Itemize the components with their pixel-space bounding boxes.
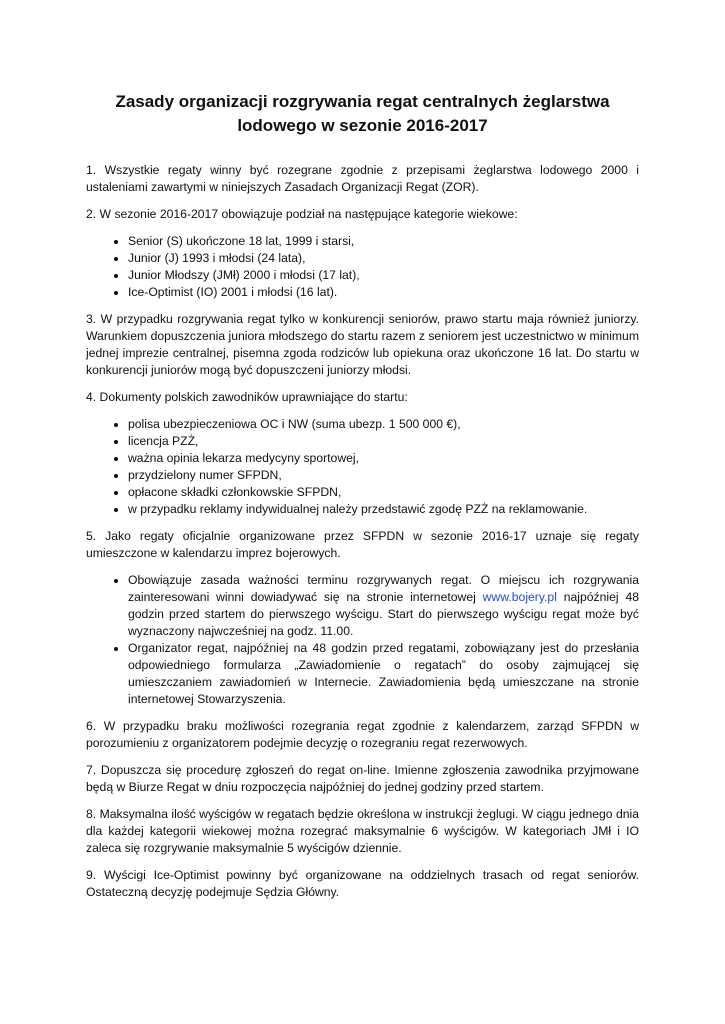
- paragraph-2: 2. W sezonie 2016-2017 obowiązuje podział na następujące kategorie wiekowe:: [86, 207, 518, 221]
- documents-list: [86, 416, 639, 518]
- list-item: • w przypadku reklamy indywidualnej należy przedstawić zgodę PZŻ na reklamowanie.: [128, 501, 639, 518]
- paragraph-8: 8. Maksymalna ilość wyścigów w regatach będzie określona w instrukcji żeglugi. W ciągu jednego dnia dla każdej kategorii wiekowej można rozegrać maksymalnie 6 wyścigów. W kategoriach JMł i IO zaleca się rozgrywanie maksymalnie 5 wyścigów dziennie.: [86, 807, 639, 855]
- list-item: • ważna opinia lekarza medycyny sportowej,: [128, 450, 639, 467]
- title-line-1: Zasady organizacji rozgrywania regat centralnych żeglarstwa: [115, 92, 610, 111]
- rule-1-text-before: Obowiązuje zasada ważności terminu rozgrywanych regat. O miejscu ich rozgrywania zainteresowani winni dowiadywać się na stronie internetowej: [128, 573, 639, 604]
- list-item: • polisa ubezpieczeniowa OC i NW (suma ubezp. 1 500 000 €),: [128, 416, 639, 433]
- paragraph-9: 9. Wyścigi Ice-Optimist powinny być organizowane na oddzielnych trasach od regat seniorów. Ostateczną decyzję podejmuje Sędzia Główny.: [86, 868, 639, 899]
- rule-1-text-after: najpóźniej 48 godzin przed startem do pierwszego wyścigu. Start do pierwszego wyścigu regat może być wyznaczony najwcześniej na godz. 11.00.: [128, 590, 640, 638]
- list-item: • Junior Młodszy (JMł) 2000 i młodsi (17 lat),: [128, 267, 639, 284]
- paragraph-6: 6. W przypadku braku możliwości rozegrania regat zgodnie z kalendarzem, zarząd SFPDN w porozumieniu z organizatorem podejmie decyzję o rozegraniu regat rezerwowych.: [86, 719, 639, 750]
- paragraph-1: 1. Wszystkie regaty winny być rozegrane zgodnie z przepisami żeglarstwa lodowego 2000 i ustaleniami zawartymi w niniejszych Zasadach Organizacji Regat (ZOR).: [86, 163, 639, 194]
- paragraph-3: 3. W przypadku rozgrywania regat tylko w konkurencji seniorów, prawo startu maja również juniorzy. Warunkiem dopuszczenia juniora młodszego do startu razem z seniorem jest uczestnictwo w minimum jednej imprezie centralnej, pisemna zgoda rodziców lub opiekuna oraz ukończone 16 lat. Do startu w konkurencji juniorów mogą być dopuszczeni juniorzy młodsi.: [86, 312, 639, 377]
- list-item: • Ice-Optimist (IO) 2001 i młodsi (16 lat).: [128, 284, 639, 301]
- list-item: • opłacone składki członkowskie SFPDN,: [128, 484, 639, 501]
- bojery-link[interactable]: www.bojery.pl: [482, 590, 557, 604]
- age-categories-list: [86, 233, 639, 301]
- title-line-2: lodowego w sezonie 2016-2017: [237, 116, 488, 135]
- rules-list: [86, 572, 639, 708]
- list-item: • licencja PZŻ,: [128, 433, 639, 450]
- document-title: [86, 90, 639, 138]
- paragraph-7: 7. Dopuszcza się procedurę zgłoszeń do regat on-line. Imienne zgłoszenia zawodnika przyjmowane będą w Biurze Regat w dniu rozpoczęcia najpóźniej do jednej godziny przed startem.: [86, 763, 639, 794]
- list-item: • przydzielony numer SFPDN,: [128, 467, 639, 484]
- paragraph-5: 5. Jako regaty oficjalnie organizowane przez SFPDN w sezonie 2016-17 uznaje się regaty umieszczone w kalendarzu imprez bojerowych.: [86, 529, 639, 560]
- list-item: • Junior (J) 1993 i młodsi (24 lata),: [128, 250, 639, 267]
- list-item: • Senior (S) ukończone 18 lat, 1999 i starsi,: [128, 233, 639, 250]
- list-item: [128, 572, 639, 640]
- paragraph-4: 4. Dokumenty polskich zawodników uprawniające do startu:: [86, 390, 408, 404]
- list-item: • Organizator regat, najpóźniej na 48 godzin przed regatami, zobowiązany jest do przesłania odpowiedniego formularza „Zawiadomienie o regatach” do osoby zajmującej się umieszczaniem zawiadomień w Internecie. Zawiadomienia będą umieszczane na stronie internetowej Stowarzyszenia.: [128, 640, 639, 708]
